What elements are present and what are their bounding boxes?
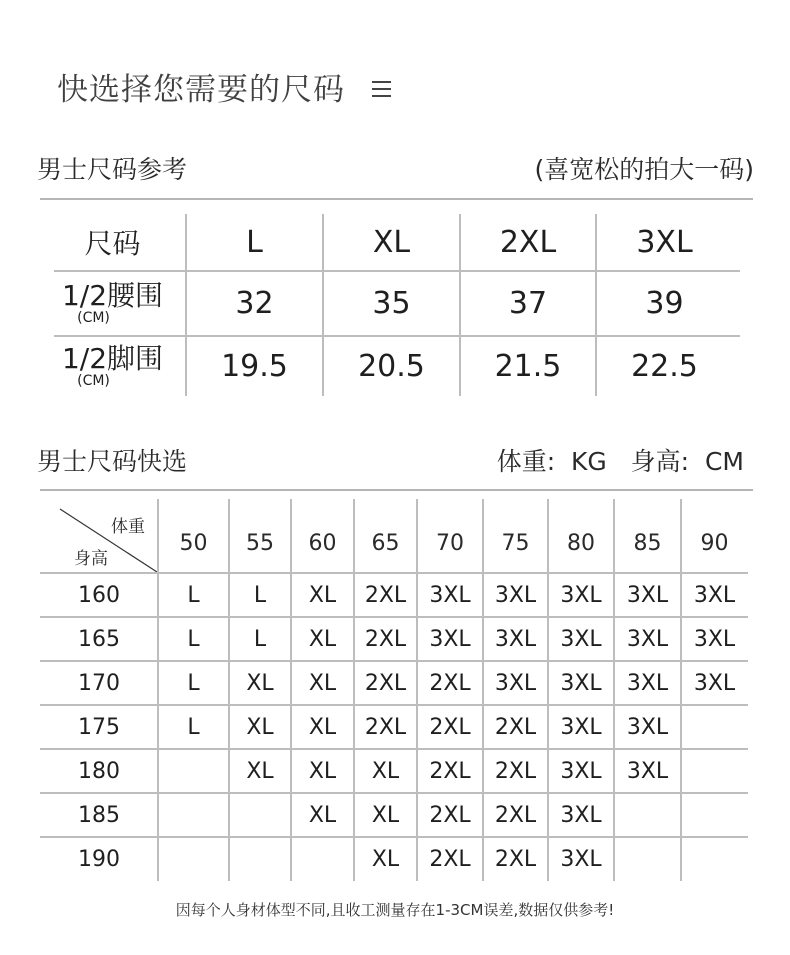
size-cell: 2XL — [364, 626, 407, 652]
weight-column-header: 80 — [567, 530, 595, 556]
table-cell: 39 — [645, 286, 684, 321]
quick-select-unit-note: 体重: KG 身高: CM — [496, 447, 744, 476]
size-cell: L — [187, 670, 200, 696]
size-cell: 2XL — [429, 714, 471, 740]
table-cell: 21.5 — [494, 349, 562, 384]
table-cell: 35 — [372, 286, 411, 321]
quick-select-title: 男士尺码快选 — [37, 447, 188, 476]
row-label-text: 1/2腰围 — [61, 279, 164, 312]
size-cell: 2XL — [429, 802, 471, 828]
size-cell: XL — [308, 802, 337, 828]
size-cell: 2XL — [364, 582, 407, 608]
size-reference-note: (喜宽松的拍大一码) — [534, 155, 754, 184]
section-divider — [40, 198, 753, 200]
size-column-header: L — [246, 224, 263, 260]
size-cell — [614, 793, 681, 837]
size-cell: 3XL — [626, 758, 669, 784]
size-cell: L — [187, 714, 200, 740]
size-cell: XL — [371, 802, 400, 828]
size-cell — [229, 793, 291, 837]
size-cell: 2XL — [364, 670, 407, 696]
size-cell: 3XL — [560, 670, 602, 696]
size-column-header: XL — [372, 224, 411, 260]
size-cell: 3XL — [626, 626, 669, 652]
size-cell: 2XL — [494, 714, 537, 740]
table-cell: 20.5 — [358, 349, 425, 384]
row-label-hem — [40, 337, 185, 396]
size-cell — [229, 837, 291, 881]
size-cell — [681, 749, 748, 793]
size-cell: XL — [308, 714, 337, 740]
size-column-header: 2XL — [499, 224, 557, 260]
table-cell: 37 — [508, 286, 548, 321]
size-cell: L — [187, 582, 200, 608]
weight-column-header: 85 — [633, 530, 662, 556]
size-cell: XL — [308, 582, 337, 608]
page-title: 快选择您需要的尺码 — [57, 72, 345, 108]
size-cell: XL — [308, 626, 337, 652]
size-cell: 3XL — [693, 670, 736, 696]
table-cell: 22.5 — [631, 349, 698, 384]
size-cell: 3XL — [693, 582, 736, 608]
height-row-label: 190 — [78, 846, 120, 872]
size-cell — [158, 749, 229, 793]
row-unit-text: (CM) — [77, 373, 110, 389]
size-cell — [681, 705, 748, 749]
size-cell — [158, 837, 229, 881]
weight-column-header: 60 — [308, 530, 337, 556]
size-cell: XL — [308, 758, 337, 784]
size-cell: 3XL — [626, 582, 669, 608]
size-cell: 2XL — [429, 670, 471, 696]
size-cell: 3XL — [494, 626, 537, 652]
size-cell: XL — [371, 758, 400, 784]
size-cell: 3XL — [560, 582, 602, 608]
size-cell: 2XL — [494, 758, 537, 784]
size-cell: 3XL — [693, 626, 736, 652]
size-column-header: 3XL — [636, 224, 693, 260]
size-cell: 2XL — [429, 846, 471, 872]
size-cell: L — [253, 582, 267, 608]
size-cell: 3XL — [429, 582, 471, 608]
size-cell: 2XL — [364, 714, 407, 740]
height-row-label: 160 — [78, 582, 120, 608]
size-reference-table — [40, 214, 740, 396]
weight-column-header: 50 — [179, 530, 208, 556]
size-cell: XL — [246, 714, 274, 740]
size-cell: XL — [371, 846, 400, 872]
corner-weight-label: 体重 — [111, 517, 145, 537]
weight-column-header: 75 — [501, 530, 530, 556]
weight-column-header: 70 — [436, 530, 464, 556]
size-cell: 2XL — [494, 846, 537, 872]
size-cell — [681, 837, 748, 881]
size-cell — [614, 837, 681, 881]
size-cell: 3XL — [626, 670, 669, 696]
size-cell: XL — [246, 758, 274, 784]
size-cell: L — [187, 626, 200, 652]
footnote: 因每个人身材体型不同,且收工测量存在1-3CM误差,数据仅供参考! — [175, 901, 615, 919]
height-row-label: 175 — [78, 714, 120, 740]
size-cell: XL — [246, 670, 274, 696]
height-row-label: 170 — [78, 670, 120, 696]
size-cell: 2XL — [429, 758, 471, 784]
quick-select-table — [40, 499, 748, 881]
weight-column-header: 65 — [371, 530, 400, 556]
table-cell: 19.5 — [221, 349, 288, 384]
row-label-waist — [40, 272, 185, 335]
size-cell: 3XL — [560, 846, 602, 872]
size-cell: XL — [308, 670, 337, 696]
size-cell: 3XL — [494, 670, 537, 696]
row-unit-text: (CM) — [77, 310, 110, 326]
height-row-label: 180 — [78, 758, 120, 784]
table-cell: 32 — [235, 286, 274, 321]
size-cell: 3XL — [429, 626, 471, 652]
size-cell: 3XL — [494, 582, 537, 608]
weight-column-header: 55 — [246, 530, 274, 556]
size-cell: 3XL — [560, 802, 602, 828]
size-cell — [681, 793, 748, 837]
section-divider — [40, 489, 753, 491]
size-cell: 3XL — [560, 714, 602, 740]
height-row-label: 165 — [78, 626, 120, 652]
corner-height-label: 身高 — [74, 549, 108, 569]
size-header-label: 尺码 — [84, 227, 141, 260]
height-row-label: 185 — [78, 802, 120, 828]
size-cell — [158, 793, 229, 837]
weight-column-header: 90 — [700, 530, 729, 556]
hamburger-menu-icon[interactable] — [372, 81, 391, 98]
row-label-text: 1/2脚围 — [61, 342, 164, 375]
size-reference-title: 男士尺码参考 — [37, 155, 188, 184]
size-cell: 2XL — [494, 802, 537, 828]
size-cell: 3XL — [626, 714, 669, 740]
size-cell: L — [253, 626, 267, 652]
size-cell: 3XL — [560, 626, 602, 652]
size-cell — [291, 837, 354, 881]
size-cell: 3XL — [560, 758, 602, 784]
